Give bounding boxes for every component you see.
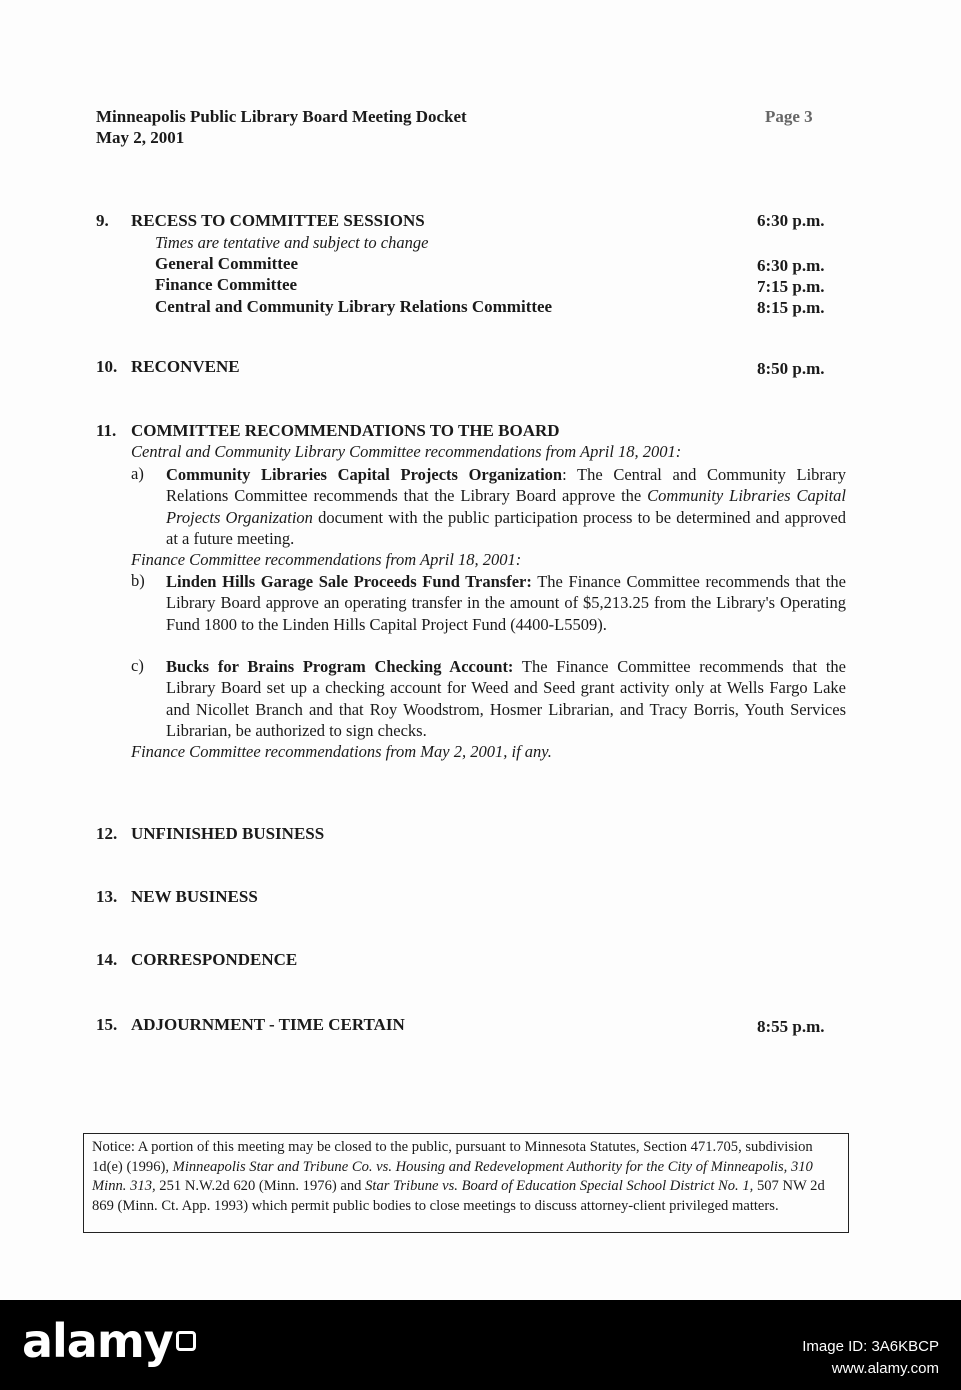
item-9-number: 9. [96,211,109,230]
item-c-paragraph [166,656,846,741]
item-c-text: The Finance Committee recommends that the Library Board set up a checking account for Weed and Seed grant activity only at Wells Fargo Lake and Nicollet Branch and that Roy Woodstrom, Hosmer Librarian, and Tracy Borris, Youth Services Librarian, be authorized to sign checks. [166,657,846,740]
site-url: www.alamy.com [831,1360,939,1377]
item-12-title: UNFINISHED BUSINESS [131,824,325,843]
notice-text: 251 N.W.2d 620 (Minn. 1976) and [155,1178,366,1195]
item-15-number: 15. [96,1015,118,1034]
item-13-number: 13. [96,887,118,906]
notice-case-citation: Minneapolis Star and Tribune Co. vs. Housing and Redevelopment Authority for the City of Minneapolis, 310 Minn. 313, [92,1158,813,1195]
item-c-letter: c) [131,656,144,675]
recommendations-subheading: Finance Committee recommendations from May 2, 2001, if any. [131,742,552,761]
item-10-time: 8:50 p.m. [757,359,825,378]
item-10-title: RECONVENE [131,357,240,376]
item-a-letter: a) [131,464,144,483]
item-13-title: NEW BUSINESS [131,887,258,906]
item-b-paragraph [166,571,846,635]
committee-time: 8:15 p.m. [757,298,825,317]
item-12-number: 12. [96,824,118,843]
docket-title: Minneapolis Public Library Board Meeting Docket [96,107,467,126]
committee-time: 7:15 p.m. [757,277,825,296]
stock-photo-footer [0,1300,961,1390]
item-14-title: CORRESPONDENCE [131,950,298,969]
docket-date: May 2, 2001 [96,128,185,147]
committee-name: Finance Committee [155,275,298,294]
item-10-number: 10. [96,357,118,376]
committee-name: General Committee [155,254,299,273]
item-b-label: Linden Hills Garage Sale Proceeds Fund Transfer: [166,572,532,591]
committee-time: 6:30 p.m. [757,256,825,275]
item-9-title: RECESS TO COMMITTEE SESSIONS [131,211,425,230]
image-id: Image ID: 3A6KBCP [802,1338,939,1355]
item-b-text: The Finance Committee recommends that the Library Board approve an operating transfer in the amount of $5,213.25 from the Library's Operating Fund 1800 to the Linden Hills Capital Project Fund (4400-L5509). [166,572,846,634]
item-c-label: Bucks for Brains Program Checking Account: [166,657,514,676]
page-number: Page 3 [765,107,813,126]
item-a-italic: Community Libraries Capital Projects Organization [166,486,846,527]
notice-text: Notice: A portion of this meeting may be closed to the public, pursuant to Minnesota Statutes, Section 471.705, subdivision 1d(e) (1996), [92,1139,813,1175]
item-9-note: Times are tentative and subject to change [155,233,429,252]
image-id-block [802,1336,939,1380]
item-11-title: COMMITTEE RECOMMENDATIONS TO THE BOARD [131,421,560,440]
item-a-text-2: document with the public participation process to be determined and approved at a future meeting. [166,507,846,548]
logo-mark-icon [176,1331,196,1351]
legal-notice-box [83,1133,849,1233]
recommendations-subheading: Central and Community Library Committee recommendations from April 18, 2001: [131,442,682,461]
recommendations-subheading: Finance Committee recommendations from April 18, 2001: [131,550,522,569]
item-15-time: 8:55 p.m. [757,1017,825,1036]
item-9-time: 6:30 p.m. [757,211,825,230]
item-11-number: 11. [96,421,117,440]
item-b-letter: b) [131,571,145,590]
committee-name: Central and Community Library Relations Committee [155,297,553,316]
item-a-paragraph [166,464,846,549]
item-a-text: : The Central and Community Library Relations Committee recommends that the Library Board approve the [166,465,846,506]
alamy-logo: alamy [22,1314,173,1368]
notice-case-citation: Star Tribune vs. Board of Education Special School District No. 1, [365,1178,754,1195]
item-14-number: 14. [96,950,118,969]
notice-text: 507 NW 2d 869 (Minn. Ct. App. 1993) which permit public bodies to close meetings to discuss attorney-client privileged matters. [92,1178,825,1214]
item-a-label: Community Libraries Capital Projects Organization [166,465,563,484]
item-15-title: ADJOURNMENT - TIME CERTAIN [131,1015,405,1034]
